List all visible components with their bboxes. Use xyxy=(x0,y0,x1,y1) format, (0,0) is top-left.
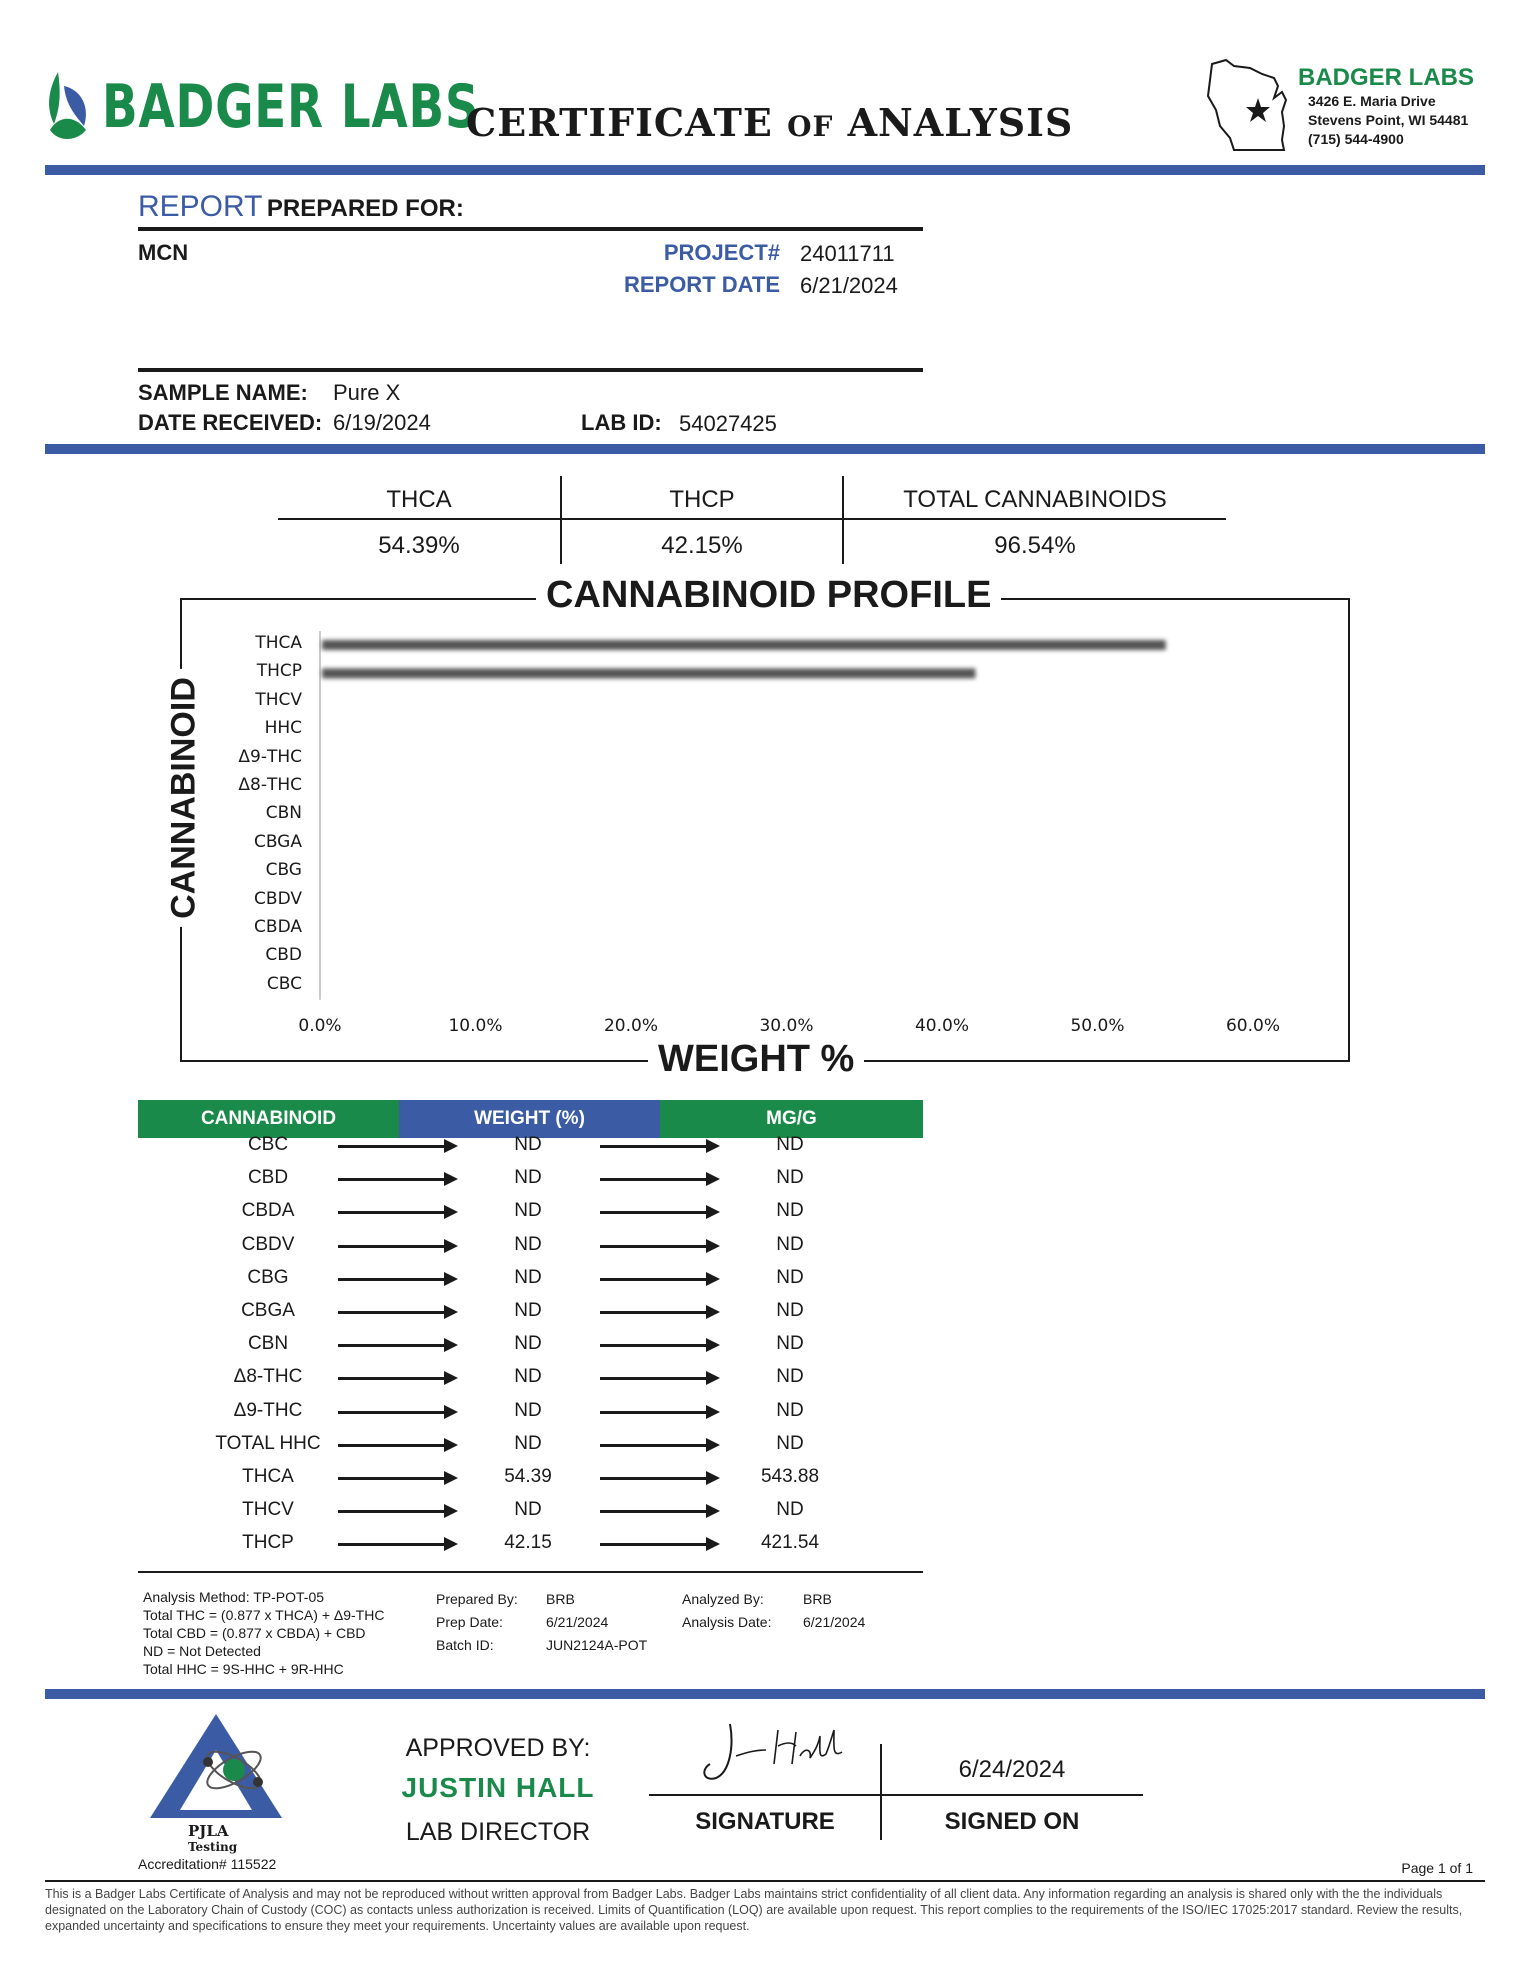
arrow-icon xyxy=(338,1444,454,1447)
arrow-icon xyxy=(338,1311,454,1314)
cell-weight: ND xyxy=(514,1134,542,1155)
report-rule-bottom xyxy=(138,368,923,372)
title-part-2: ANALYSIS xyxy=(847,100,1074,145)
brand-logo xyxy=(40,66,480,146)
address-lab-name: BADGER LABS xyxy=(1298,64,1475,91)
chart-tick-label: 10.0% xyxy=(448,1016,503,1036)
prep-date-value: 6/21/2024 xyxy=(546,1614,609,1630)
arrow-icon xyxy=(338,1145,454,1148)
chart-category-label: Δ9-THC xyxy=(238,746,302,767)
cell-mgg: ND xyxy=(776,1432,804,1454)
chart-tick-label: 0.0% xyxy=(298,1016,342,1036)
chart-bar-thcp xyxy=(322,668,975,678)
sample-name-value: Pure X xyxy=(333,380,401,405)
analysis-details xyxy=(682,1588,942,1634)
prep-details xyxy=(436,1588,696,1657)
arrow-icon xyxy=(600,1178,716,1181)
summary-value-thca: 54.39% xyxy=(378,532,460,559)
cell-cannabinoid: CBC xyxy=(247,1134,289,1155)
cell-mgg: 421.54 xyxy=(760,1532,820,1554)
summary-rule xyxy=(278,518,1226,520)
header-divider xyxy=(45,165,1485,175)
note-line: Total CBD = (0.877 x CBDA) + CBD xyxy=(143,1625,366,1641)
arrow-icon xyxy=(338,1211,454,1214)
arrow-icon xyxy=(338,1278,454,1281)
cell-cannabinoid: Δ9-THC xyxy=(233,1399,303,1421)
arrow-icon xyxy=(600,1278,716,1281)
arrow-icon xyxy=(338,1178,454,1181)
footer-rule xyxy=(45,1880,1485,1882)
wisconsin-map-icon xyxy=(1204,56,1298,154)
chart-tick-label: 50.0% xyxy=(1070,1016,1125,1036)
chart-bar-thca xyxy=(322,640,1166,650)
date-received-value: 6/19/2024 xyxy=(333,410,431,435)
arrow-icon xyxy=(338,1245,454,1248)
arrow-icon xyxy=(600,1411,716,1414)
cell-cannabinoid: THCP xyxy=(242,1532,294,1554)
arrow-icon xyxy=(600,1311,716,1314)
arrow-icon xyxy=(600,1444,716,1447)
analysis-method-notes xyxy=(143,1588,443,1678)
approval-divider xyxy=(45,1689,1485,1699)
report-date-label: REPORT DATE xyxy=(623,272,780,297)
arrow-icon xyxy=(600,1145,716,1148)
lab-address-block xyxy=(1204,54,1504,154)
cell-cannabinoid: CBDA xyxy=(241,1200,295,1222)
chart-category-label: CBN xyxy=(265,803,302,824)
sample-name-label: SAMPLE NAME: xyxy=(138,380,308,405)
chart-plot xyxy=(180,620,1350,1060)
cell-mgg: ND xyxy=(776,1333,804,1355)
summary-label-thcp: THCP xyxy=(669,486,735,513)
leaf-logo-icon xyxy=(44,68,90,144)
address-city: Stevens Point, WI 54481 xyxy=(1308,112,1469,128)
summary-label-total: TOTAL CANNABINOIDS xyxy=(903,486,1167,513)
page-number: Page 1 of 1 xyxy=(1401,1860,1473,1876)
chart-title: CANNABINOID PROFILE xyxy=(536,574,1001,617)
cell-weight: ND xyxy=(514,1167,542,1189)
chart-category-label: Δ8-THC xyxy=(238,775,302,795)
analysis-date-label: Analysis Date: xyxy=(682,1614,772,1630)
client-name: MCN xyxy=(138,240,189,265)
table-bottom-rule xyxy=(138,1571,923,1573)
cell-cannabinoid: CBDV xyxy=(241,1233,295,1255)
cell-mgg: ND xyxy=(776,1399,804,1421)
address-phone: (715) 544-4900 xyxy=(1308,131,1404,147)
chart-category-label: THCV xyxy=(255,689,302,710)
prepared-by-label: Prepared By: xyxy=(436,1591,518,1607)
chart-y-label: CANNABINOID xyxy=(165,669,204,927)
chart-category-label: CBD xyxy=(265,945,302,966)
signature-mark xyxy=(696,1716,866,1786)
pjla-sub: Testing xyxy=(188,1840,238,1854)
pjla-accreditation-badge xyxy=(138,1706,298,1876)
arrow-icon xyxy=(600,1245,716,1248)
summary-label-thca: THCA xyxy=(386,486,452,513)
cell-mgg: 543.88 xyxy=(760,1466,820,1487)
chart-category-label: CBGA xyxy=(253,831,302,852)
cell-weight: 54.39 xyxy=(504,1466,552,1487)
arrow-icon xyxy=(338,1344,454,1347)
chart-category-label: CBC xyxy=(266,973,302,994)
cell-cannabinoid: THCV xyxy=(242,1499,294,1521)
cell-cannabinoid: CBG xyxy=(247,1266,289,1288)
cell-cannabinoid: TOTAL HHC xyxy=(215,1432,321,1454)
analysis-date-value: 6/21/2024 xyxy=(803,1614,866,1630)
cell-weight: ND xyxy=(514,1333,542,1355)
prepared-for-word: PREPARED FOR: xyxy=(266,195,464,222)
cell-weight: ND xyxy=(514,1499,542,1521)
chart-x-label: WEIGHT % xyxy=(648,1038,864,1081)
chart-tick-label: 30.0% xyxy=(759,1016,814,1036)
cell-cannabinoid: CBGA xyxy=(241,1300,295,1321)
prep-date-label: Prep Date: xyxy=(436,1614,503,1630)
report-rule-top xyxy=(138,227,923,231)
cell-mgg: ND xyxy=(776,1233,804,1255)
note-line: Total HHC = 9S-HHC + 9R-HHC xyxy=(143,1661,344,1677)
cell-mgg: ND xyxy=(776,1300,804,1321)
cell-cannabinoid: CBD xyxy=(247,1167,289,1189)
cell-mgg: ND xyxy=(776,1499,804,1521)
chart-category-label: THCA xyxy=(255,633,302,653)
arrow-icon xyxy=(338,1510,454,1513)
cell-cannabinoid: THCA xyxy=(242,1466,294,1487)
arrow-icon xyxy=(600,1543,716,1546)
arrow-icon xyxy=(338,1543,454,1546)
cell-cannabinoid: Δ8-THC xyxy=(233,1366,303,1388)
chart-category-label: CBDA xyxy=(254,917,302,937)
cell-weight: ND xyxy=(514,1200,542,1222)
summary-block xyxy=(278,476,1226,564)
summary-value-total: 96.54% xyxy=(994,532,1076,559)
approver-title: LAB DIRECTOR xyxy=(405,1818,591,1846)
batch-id-label: Batch ID: xyxy=(436,1637,494,1653)
signed-on-value: 6/24/2024 xyxy=(958,1756,1066,1783)
cell-weight: ND xyxy=(514,1366,542,1388)
batch-id-value: JUN2124A-POT xyxy=(546,1637,648,1653)
arrow-icon xyxy=(600,1344,716,1347)
arrow-icon xyxy=(600,1377,716,1380)
table-header-cannabinoid: CANNABINOID xyxy=(138,1100,399,1138)
analyzed-by-label: Analyzed By: xyxy=(682,1591,764,1607)
project-value: 24011711 xyxy=(800,241,895,266)
cell-weight: ND xyxy=(514,1432,542,1454)
cell-weight: ND xyxy=(514,1233,542,1255)
arrow-icon xyxy=(338,1411,454,1414)
note-line: Total THC = (0.877 x THCA) + Δ9-THC xyxy=(143,1607,385,1623)
arrow-icon xyxy=(600,1477,716,1480)
signature-rule xyxy=(649,1794,1143,1796)
note-line: ND = Not Detected xyxy=(143,1643,261,1659)
lab-id-value: 54027425 xyxy=(679,411,777,436)
sample-divider xyxy=(45,444,1485,454)
title-part-1: CERTIFICATE xyxy=(466,100,773,145)
arrow-icon xyxy=(338,1377,454,1380)
logo-text: BADGER LABS xyxy=(102,72,480,142)
cell-mgg: ND xyxy=(776,1134,804,1155)
table-header-weight: WEIGHT (%) xyxy=(399,1100,660,1138)
cell-weight: ND xyxy=(514,1300,542,1321)
project-label: PROJECT# xyxy=(663,240,780,265)
lab-id-label: LAB ID: xyxy=(581,410,662,435)
chart-tick-label: 60.0% xyxy=(1225,1016,1280,1036)
chart-tick-label: 40.0% xyxy=(914,1016,969,1036)
cell-mgg: ND xyxy=(776,1366,804,1388)
prepared-by-value: BRB xyxy=(546,1591,575,1607)
chart-category-label: CBG xyxy=(265,860,302,881)
date-received-label: DATE RECEIVED: xyxy=(138,410,323,435)
pjla-logo-icon xyxy=(146,1710,286,1822)
address-street: 3426 E. Maria Drive xyxy=(1308,93,1436,109)
report-date-value: 6/21/2024 xyxy=(800,273,898,298)
signed-on-label: SIGNED ON xyxy=(944,1808,1080,1835)
cell-mgg: ND xyxy=(776,1266,804,1288)
signature-label: SIGNATURE xyxy=(695,1808,835,1835)
chart-tick-label: 20.0% xyxy=(603,1016,658,1036)
cell-weight: 42.15 xyxy=(504,1532,552,1554)
note-line: Analysis Method: TP-POT-05 xyxy=(143,1589,325,1605)
report-heading xyxy=(138,190,464,224)
arrow-icon xyxy=(600,1510,716,1513)
table-header-mgg: MG/G xyxy=(660,1100,923,1138)
cell-weight: ND xyxy=(514,1399,542,1421)
legal-disclaimer: This is a Badger Labs Certificate of Analysis and may not be reproduced without written approval from Badger Labs. Badger Labs maintains strict confidentiality of all client data. Any information regarding an analysis is shared only with the the individuals designated on the Laboratory Chain of Custody (COC) as contacts unless authorization is received. Limits of Quantification (LOQ) are available upon request. This report complies to the requirements of the ISO/IEC 17025:2017 standard. Review the results, expanded uncertainty and specifications to ensure they meet your requirements. Uncertainty values are available upon request. xyxy=(45,1887,1463,1933)
title-of: OF xyxy=(787,110,834,143)
chart-category-label: CBDV xyxy=(254,888,302,909)
pjla-name: PJLA xyxy=(188,1822,229,1840)
accreditation-number: Accreditation# 115522 xyxy=(138,1856,277,1872)
approver-name: JUSTIN HALL xyxy=(401,1772,595,1803)
cell-mgg: ND xyxy=(776,1167,804,1189)
cell-weight: ND xyxy=(514,1266,542,1288)
cell-cannabinoid: CBN xyxy=(247,1333,289,1355)
chart-category-label: HHC xyxy=(264,718,302,739)
summary-value-thcp: 42.15% xyxy=(661,532,743,559)
analyzed-by-value: BRB xyxy=(803,1591,832,1607)
chart-category-label: THCP xyxy=(256,661,302,682)
approved-by-label: APPROVED BY: xyxy=(405,1734,591,1762)
report-word: REPORT xyxy=(138,190,263,223)
cell-mgg: ND xyxy=(776,1200,804,1222)
arrow-icon xyxy=(338,1477,454,1480)
arrow-icon xyxy=(600,1211,716,1214)
document-title xyxy=(466,100,1073,145)
